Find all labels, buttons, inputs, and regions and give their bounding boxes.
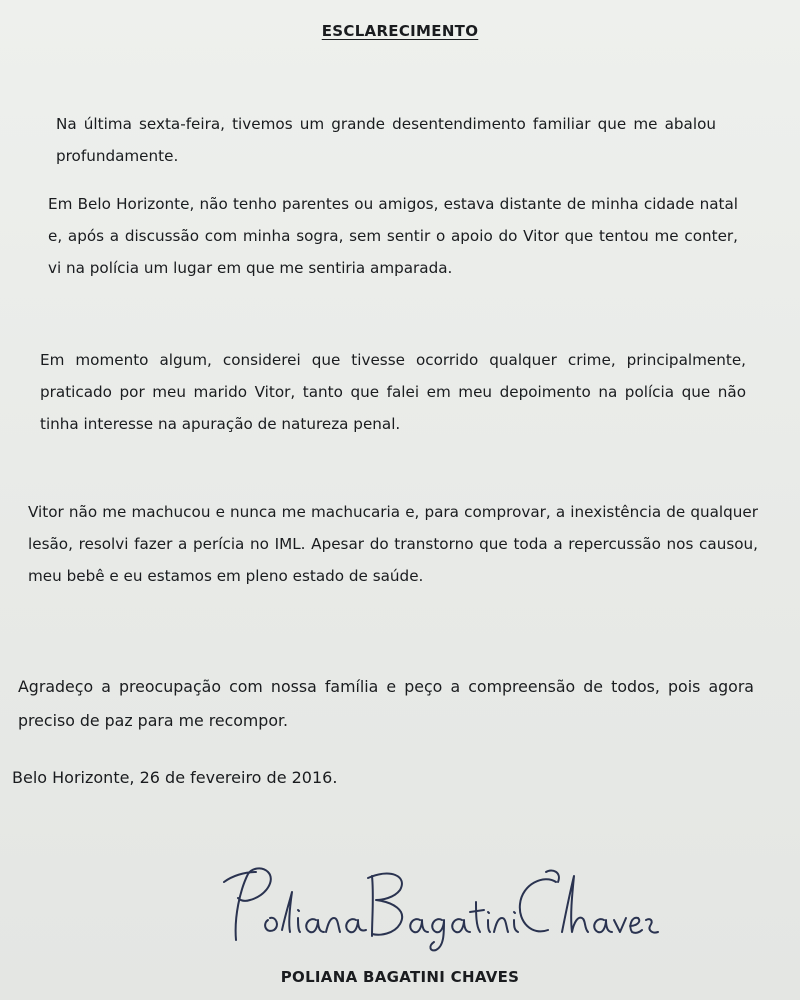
signer-name: POLIANA BAGATINI CHAVES <box>280 968 520 986</box>
paragraph-2: Em Belo Horizonte, não tenho parentes ou amigos, estava distante de minha cidade natal e, após a discussão com minha sogra, sem sentir o apoio do Vitor que tentou me conter, vi na polícia um lugar em que me sentiria amparada. <box>48 195 738 277</box>
dateline: Belo Horizonte, 26 de fevereiro de 2016. <box>12 768 338 787</box>
paragraph-3: Em momento algum, considerei que tivesse ocorrido qualquer crime, principalmente, praticado por meu marido Vitor, tanto que falei em meu depoimento na polícia que não tinha interesse na apuração de natureza penal. <box>40 351 746 433</box>
handwritten-signature <box>222 862 662 952</box>
document-title: ESCLARECIMENTO <box>321 22 479 40</box>
paragraph-1: Na última sexta-feira, tivemos um grande desentendimento familiar que me abalou profundamente. <box>56 115 716 165</box>
paragraph-4: Vitor não me machucou e nunca me machucaria e, para comprovar, a inexistência de qualquer lesão, resolvi fazer a perícia no IML. Apesar do transtorno que toda a repercussão nos causou, meu bebê e eu estamos em pleno estado de saúde. <box>28 503 758 585</box>
paragraph-5: Agradeço a preocupação com nossa família e peço a compreensão de todos, pois agora preciso de paz para me recompor. <box>18 677 754 730</box>
